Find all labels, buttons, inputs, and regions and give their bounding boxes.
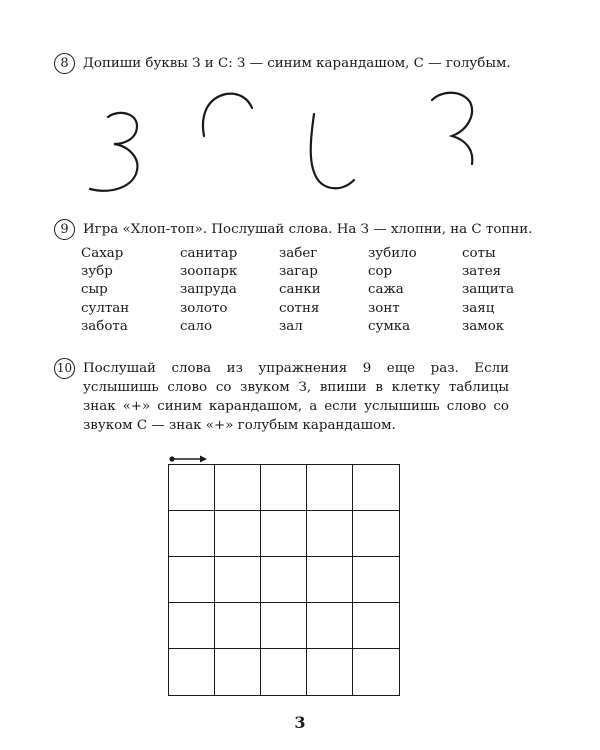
task-9-number: 9 (54, 219, 75, 240)
word: забота (81, 318, 128, 334)
grid-cell[interactable] (215, 557, 261, 603)
partial-letter-s-1 (203, 94, 252, 136)
partial-letter-z-1 (90, 113, 137, 191)
grid-cell[interactable] (353, 603, 399, 649)
grid-cell[interactable] (353, 511, 399, 557)
answer-grid (168, 464, 400, 696)
grid-cell[interactable] (169, 465, 215, 511)
word: сотня (279, 300, 320, 316)
grid-cell[interactable] (307, 557, 353, 603)
task-8-number: 8 (54, 53, 75, 74)
word: замок (462, 318, 505, 334)
word: затея (462, 264, 502, 280)
answer-grid-container (168, 464, 400, 696)
word: сало (180, 318, 213, 334)
grid-cell[interactable] (353, 465, 399, 511)
word: сор (368, 264, 393, 280)
word: золото (180, 300, 228, 316)
word: сажа (368, 282, 404, 298)
word: зоопарк (180, 264, 238, 280)
word: зубр (81, 264, 113, 280)
word-table (81, 245, 542, 336)
grid-cell[interactable] (215, 511, 261, 557)
word: санки (279, 282, 321, 298)
grid-cell[interactable] (215, 603, 261, 649)
task-10-number: 10 (54, 358, 75, 379)
grid-cell[interactable] (261, 649, 307, 695)
grid-cell[interactable] (307, 603, 353, 649)
word: запруда (180, 282, 237, 298)
page-number: 3 (294, 713, 306, 732)
word: сыр (81, 282, 108, 298)
grid-cell[interactable] (261, 603, 307, 649)
word: зал (279, 318, 303, 334)
grid-cell[interactable] (169, 511, 215, 557)
partial-letter-s-2 (311, 114, 354, 188)
grid-cell[interactable] (353, 557, 399, 603)
grid-cell[interactable] (261, 511, 307, 557)
grid-cell[interactable] (169, 557, 215, 603)
grid-cell[interactable] (353, 649, 399, 695)
word: заяц (462, 300, 495, 316)
word: загар (279, 264, 318, 280)
grid-cell[interactable] (261, 465, 307, 511)
direction-arrow-icon (169, 450, 209, 462)
grid-cell[interactable] (215, 649, 261, 695)
grid-cell[interactable] (307, 511, 353, 557)
task-9-instruction: Игра «Хлоп-топ». Послушай слова. На З — хлопни, на С топни. (83, 222, 533, 237)
partial-letter-z-2 (432, 93, 472, 164)
grid-cell[interactable] (307, 465, 353, 511)
grid-cell[interactable] (169, 649, 215, 695)
grid-cell[interactable] (307, 649, 353, 695)
word: зонт (368, 300, 400, 316)
grid-cell[interactable] (261, 557, 307, 603)
letter-tracing-area[interactable] (80, 84, 540, 204)
word: забег (279, 246, 318, 261)
partial-letters-drawing (80, 84, 540, 204)
grid-cell[interactable] (169, 603, 215, 649)
task-10-instruction: Послушай слова из упражнения 9 еще раз. Если услышишь слово со звуком З, впиши в клетку таблицы знак «+» синим карандашом, а если услышишь слово со звуком С — знак «+» голубым карандашом. (83, 361, 509, 433)
word: зубило (368, 246, 417, 261)
task-8-instruction: Допиши буквы З и С: З — синим карандашом, С — голубым. (83, 56, 511, 71)
grid-cell[interactable] (215, 465, 261, 511)
word: соты (462, 246, 496, 261)
word: сумка (368, 318, 411, 334)
word: султан (81, 300, 130, 316)
word: Сахар (81, 246, 124, 261)
word: защита (462, 282, 515, 298)
word: санитар (180, 246, 238, 261)
